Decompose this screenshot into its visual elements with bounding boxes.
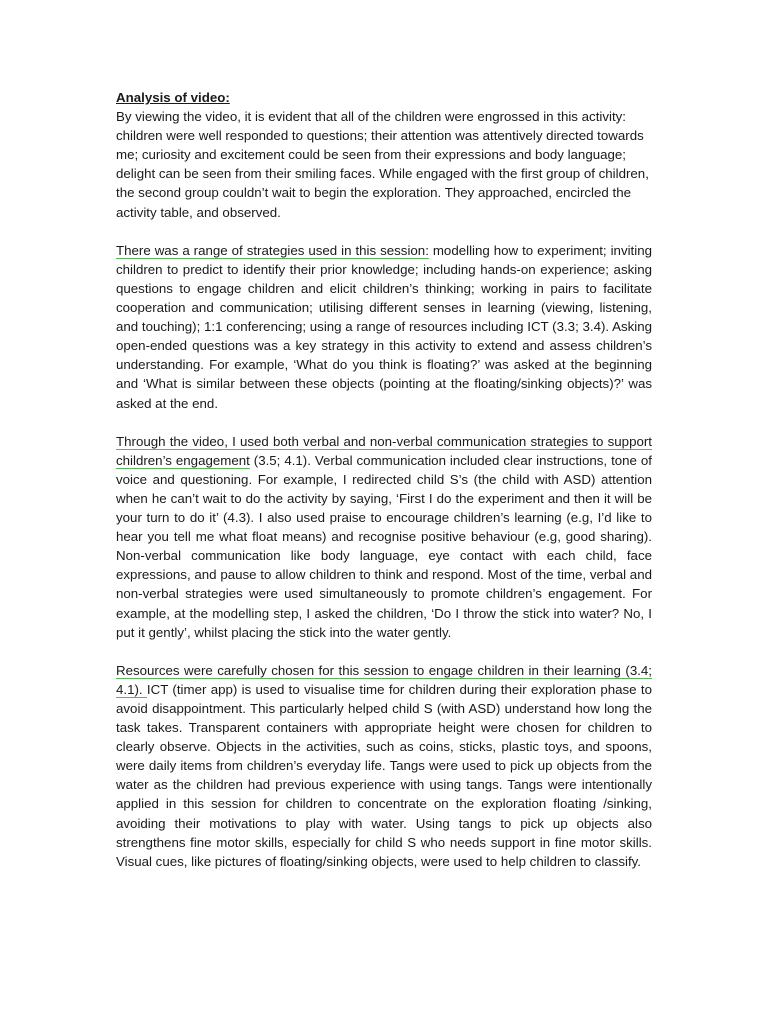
resources-highlight: Resources were carefully chosen for this session to engage children in their learning (3.4; 4.1). <box>116 662 652 697</box>
strategies-highlight: There was a range of strategies used in this session: <box>116 242 429 258</box>
communication-highlight: Through the video, I used both verbal and non-verbal communication strategies to support children’s engagement <box>116 433 652 468</box>
document-page <box>116 88 652 871</box>
resources-text: ICT (timer app) is used to visualise time for children during their exploration phase to avoid disappointment. This particularly helped child S (with ASD) understand how long the task takes. Transparent containers with appropriate height were chosen for children to clearly observe. Objects in the activities, such as coins, sticks, plastic toys, and spoons, were daily items from children’s everyday life. Tangs were used to pick up objects from the water as the children had previous experience with using tangs. Tangs were intentionally applied in this session for children to concentrate on the exploration floating /sinking, avoiding their motivations to play with water. Using tangs to pick up objects also strengthens fine motor skills, especially for child S who needs support in fine motor skills. Visual cues, like pictures of floating/sinking objects, were used to help children to classify. <box>116 681 652 869</box>
strategies-text: modelling how to experiment; inviting children to predict to identify their prior knowledge; including hands-on experience; asking questions to engage children and elicit children’s thinking; working in pairs to facilitate cooperation and communication; utilising different senses in learning (viewing, listening, and touching); 1:1 conferencing; using a range of resources including ICT (3.3; 3.4). Asking open-ended questions was a key strategy in this activity to extend and assess children’s understanding. For example, ‘What do you think is floating?’ was asked at the beginning and ‘What is similar between these objects (pointing at the floating/sinking objects)?’ was asked at the end. <box>116 242 652 411</box>
communication-text: (3.5; 4.1). Verbal communication included clear instructions, tone of voice and questioning. For example, I redirected child S’s (the child with ASD) attention when he can’t wait to do the activity by saying, ‘First I do the experiment and then it will be your turn to do it’ (4.3). I also used praise to encourage children’s learning (e.g, I’d like to hear you tell me what float means) and recognise positive behaviour (e.g, good sharing). Non-verbal communication like body language, eye contact with each child, face expressions, and pause to allow children to think and respond. Most of the time, verbal and non-verbal strategies were used simultaneously to promote children’s engagement. For example, at the modelling step, I asked the children, ‘Do I throw the stick into water? No, I put it gently’, whilst placing the stick into the water gently. <box>116 452 652 640</box>
section-heading: Analysis of video: <box>116 90 230 105</box>
strategies-paragraph <box>116 241 652 413</box>
communication-paragraph <box>116 432 652 642</box>
intro-paragraph: By viewing the video, it is evident that all of the children were engrossed in this activity: children were well responded to questions; their attention was attentively directed towards me; curiosity and excitement could be seen from their expressions and body language; delight can be seen from their smiling faces. While engaged with the first group of children, the second group couldn’t wait to begin the exploration. They approached, encircled the activity table, and observed. <box>116 109 649 220</box>
resources-paragraph <box>116 661 652 871</box>
